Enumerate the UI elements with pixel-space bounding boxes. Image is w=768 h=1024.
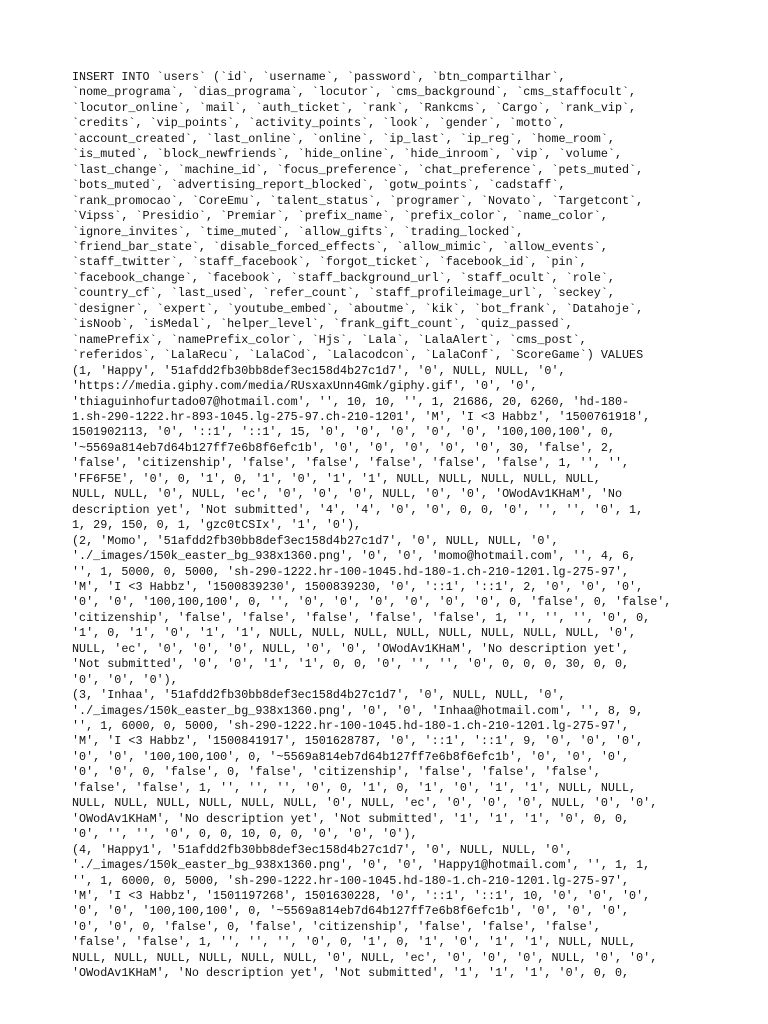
sql-line: '', 1, 6000, 0, 5000, 'sh-290-1222.hr-100-1045.hd-180-1.ch-210-1201.lg-275-97', bbox=[72, 873, 630, 888]
sql-line: `credits`, `vip_points`, `activity_points`, `look`, `gender`, `motto`, bbox=[72, 116, 566, 131]
sql-line: `facebook_change`, `facebook`, `staff_background_url`, `staff_ocult`, `role`, bbox=[72, 270, 615, 285]
sql-line: '0', '0', '100,100,100', 0, '~5569a814eb7d64b127ff7e6b8f6efc1b', '0', '0', '0', bbox=[72, 749, 630, 764]
sql-line: (1, 'Happy', '51afdd2fb30bb8def3ec158d4b27c1d7', '0', NULL, NULL, '0', bbox=[72, 363, 566, 378]
sql-line: 'M', 'I <3 Habbz', '1500841917', 1501628787, '0', '::1', '::1', 9, '0', '0', '0', bbox=[72, 734, 644, 749]
sql-line: (3, 'Inhaa', '51afdd2fb30bb8def3ec158d4b27c1d7', '0', NULL, NULL, '0', bbox=[72, 688, 566, 703]
sql-line: 'false', 'false', 1, '', '', '', '0', 0, '1', 0, '1', '0', '1', '1', NULL, NULL, bbox=[72, 935, 637, 950]
sql-line: `last_change`, `machine_id`, `focus_preference`, `chat_preference`, `pets_muted`, bbox=[72, 162, 644, 177]
sql-line: description yet', 'Not submitted', '4', '4', '0', '0', 0, 0, '0', '', '', '0', 1, bbox=[72, 502, 644, 517]
sql-line: `account_created`, `last_online`, `online`, `ip_last`, `ip_reg`, `home_room`, bbox=[72, 131, 615, 146]
sql-line: 'M', 'I <3 Habbz', '1500839230', 1500839230, '0', '::1', '::1', 2, '0', '0', '0', bbox=[72, 579, 644, 594]
sql-line: 'OWodAv1KHaM', 'No description yet', 'Not submitted', '1', '1', '1', '0', 0, 0, bbox=[72, 811, 630, 826]
sql-line: `is_muted`, `block_newfriends`, `hide_online`, `hide_inroom`, `vip`, `volume`, bbox=[72, 147, 622, 162]
sql-line: '0', '0', 0, 'false', 0, 'false', 'citizenship', 'false', 'false', 'false', bbox=[72, 765, 601, 780]
sql-line: `rank_promocao`, `CoreEmu`, `talent_status`, `programer`, `Novato`, `Targetcont`, bbox=[72, 193, 644, 208]
sql-line: 'Not submitted', '0', '0', '1', '1', 0, 0, '0', '', '', '0', 0, 0, 0, 30, 0, 0, bbox=[72, 657, 630, 672]
sql-line: '', 1, 6000, 0, 5000, 'sh-290-1222.hr-100-1045.hd-180-1.ch-210-1201.lg-275-97', bbox=[72, 719, 630, 734]
sql-line: `friend_bar_state`, `disable_forced_effects`, `allow_mimic`, `allow_events`, bbox=[72, 239, 608, 254]
sql-line: '0', '', '', '0', 0, 0, 10, 0, 0, '0', '0', '0'), bbox=[72, 827, 418, 842]
sql-line: 'citizenship', 'false', 'false', 'false', 'false', 'false', 1, '', '', '', '0', 0, bbox=[72, 610, 651, 625]
sql-line: './_images/150k_easter_bg_938x1360.png', '0', '0', 'Inhaa@hotmail.com', '', 8, 9, bbox=[72, 703, 644, 718]
sql-line: `designer`, `expert`, `youtube_embed`, `aboutme`, `kik`, `bot_frank`, `Datahoje`, bbox=[72, 301, 644, 316]
sql-line: 1, 29, 150, 0, 1, 'gzc0tCSIx', '1', '0'), bbox=[72, 518, 362, 533]
sql-line: '~5569a814eb7d64b127ff7e6b8f6efc1b', '0', '0', '0', '0', '0', 30, 'false', 2, bbox=[72, 440, 615, 455]
sql-line: 'FF6F5E', '0', 0, '1', 0, '1', '0', '1', '1', NULL, NULL, NULL, NULL, NULL, bbox=[72, 471, 601, 486]
sql-line: `isNoob`, `isMedal`, `helper_level`, `frank_gift_count`, `quiz_passed`, bbox=[72, 317, 573, 332]
sql-line: `country_cf`, `last_used`, `refer_count`, `staff_profileimage_url`, `seckey`, bbox=[72, 286, 615, 301]
sql-line: './_images/150k_easter_bg_938x1360.png', '0', '0', 'momo@hotmail.com', '', 4, 6, bbox=[72, 549, 637, 564]
sql-line: 1.sh-290-1222.hr-893-1045.lg-275-97.ch-210-1201', 'M', 'I <3 Habbz', '1500761918', bbox=[72, 409, 651, 424]
sql-line: './_images/150k_easter_bg_938x1360.png', '0', '0', 'Happy1@hotmail.com', '', 1, 1, bbox=[72, 858, 651, 873]
sql-line: NULL, NULL, NULL, NULL, NULL, NULL, '0', NULL, 'ec', '0', '0', '0', NULL, '0', '0', bbox=[72, 796, 658, 811]
sql-line: '1', 0, '1', '0', '1', '1', NULL, NULL, NULL, NULL, NULL, NULL, NULL, NULL, '0', bbox=[72, 626, 637, 641]
sql-line: `ignore_invites`, `time_muted`, `allow_gifts`, `trading_locked`, bbox=[72, 224, 524, 239]
sql-line: 'OWodAv1KHaM', 'No description yet', 'Not submitted', '1', '1', '1', '0', 0, 0, bbox=[72, 966, 630, 981]
sql-line: NULL, 'ec', '0', '0', '0', NULL, '0', '0', 'OWodAv1KHaM', 'No description yet', bbox=[72, 641, 630, 656]
sql-line: `bots_muted`, `advertising_report_blocked`, `gotw_points`, `cadstaff`, bbox=[72, 178, 566, 193]
sql-insert-statement bbox=[72, 70, 762, 982]
sql-line: INSERT INTO `users` (`id`, `username`, `password`, `btn_compartilhar`, bbox=[72, 70, 566, 84]
sql-line: '0', '0', '0'), bbox=[72, 672, 178, 687]
sql-line: 'M', 'I <3 Habbz', '1501197268', 1501630228, '0', '::1', '::1', 10, '0', '0', '0', bbox=[72, 889, 651, 904]
sql-line: '0', '0', '100,100,100', 0, '~5569a814eb7d64b127ff7e6b8f6efc1b', '0', '0', '0', bbox=[72, 904, 630, 919]
sql-line: (4, 'Happy1', '51afdd2fb30bb8def3ec158d4b27c1d7', '0', NULL, NULL, '0', bbox=[72, 842, 573, 857]
sql-line: (2, 'Momo', '51afdd2fb30bb8def3ec158d4b27c1d7', '0', NULL, NULL, '0', bbox=[72, 533, 559, 548]
sql-line: '0', '0', 0, 'false', 0, 'false', 'citizenship', 'false', 'false', 'false', bbox=[72, 919, 601, 934]
sql-line: '0', '0', '100,100,100', 0, '', '0', '0', '0', '0', '0', '0', 0, 'false', 0, 'false', bbox=[72, 595, 672, 610]
sql-line: NULL, NULL, NULL, NULL, NULL, NULL, '0', NULL, 'ec', '0', '0', '0', NULL, '0', '0', bbox=[72, 950, 658, 965]
sql-line: '', 1, 5000, 0, 5000, 'sh-290-1222.hr-100-1045.hd-180-1.ch-210-1201.lg-275-97', bbox=[72, 564, 630, 579]
sql-line: `referidos`, `LalaRecu`, `LalaCod`, `Lalacodcon`, `LalaConf`, `ScoreGame`) VALUES bbox=[72, 348, 644, 363]
sql-line: NULL, NULL, '0', NULL, 'ec', '0', '0', '0', NULL, '0', '0', 'OWodAv1KHaM', 'No bbox=[72, 487, 622, 502]
sql-line: `staff_twitter`, `staff_facebook`, `forgot_ticket`, `facebook_id`, `pin`, bbox=[72, 255, 587, 270]
sql-document-page bbox=[72, 70, 762, 982]
sql-line: `namePrefix`, `namePrefix_color`, `Hjs`, `Lala`, `LalaAlert`, `cms_post`, bbox=[72, 332, 587, 347]
sql-line: `locutor_online`, `mail`, `auth_ticket`, `rank`, `Rankcms`, `Cargo`, `rank_vip`, bbox=[72, 100, 637, 115]
sql-line: 'false', 'false', 1, '', '', '', '0', 0, '1', 0, '1', '0', '1', '1', NULL, NULL, bbox=[72, 780, 637, 795]
sql-line: `Vipss`, `Presidio`, `Premiar`, `prefix_name`, `prefix_color`, `name_color`, bbox=[72, 209, 608, 224]
sql-line: 'thiaguinhofurtado07@hotmail.com', '', 10, 10, '', 1, 21686, 20, 6260, 'hd-180- bbox=[72, 394, 630, 409]
sql-line: 1501902113, '0', '::1', '::1', 15, '0', '0', '0', '0', '0', '100,100,100', 0, bbox=[72, 425, 615, 440]
sql-line: 'https://media.giphy.com/media/RUsxaxUnn4Gmk/giphy.gif', '0', '0', bbox=[72, 379, 538, 394]
sql-line: `nome_programa`, `dias_programa`, `locutor`, `cms_background`, `cms_staffocult`, bbox=[72, 85, 637, 100]
sql-line: 'false', 'citizenship', 'false', 'false', 'false', 'false', 'false', 1, '', '', bbox=[72, 456, 630, 471]
